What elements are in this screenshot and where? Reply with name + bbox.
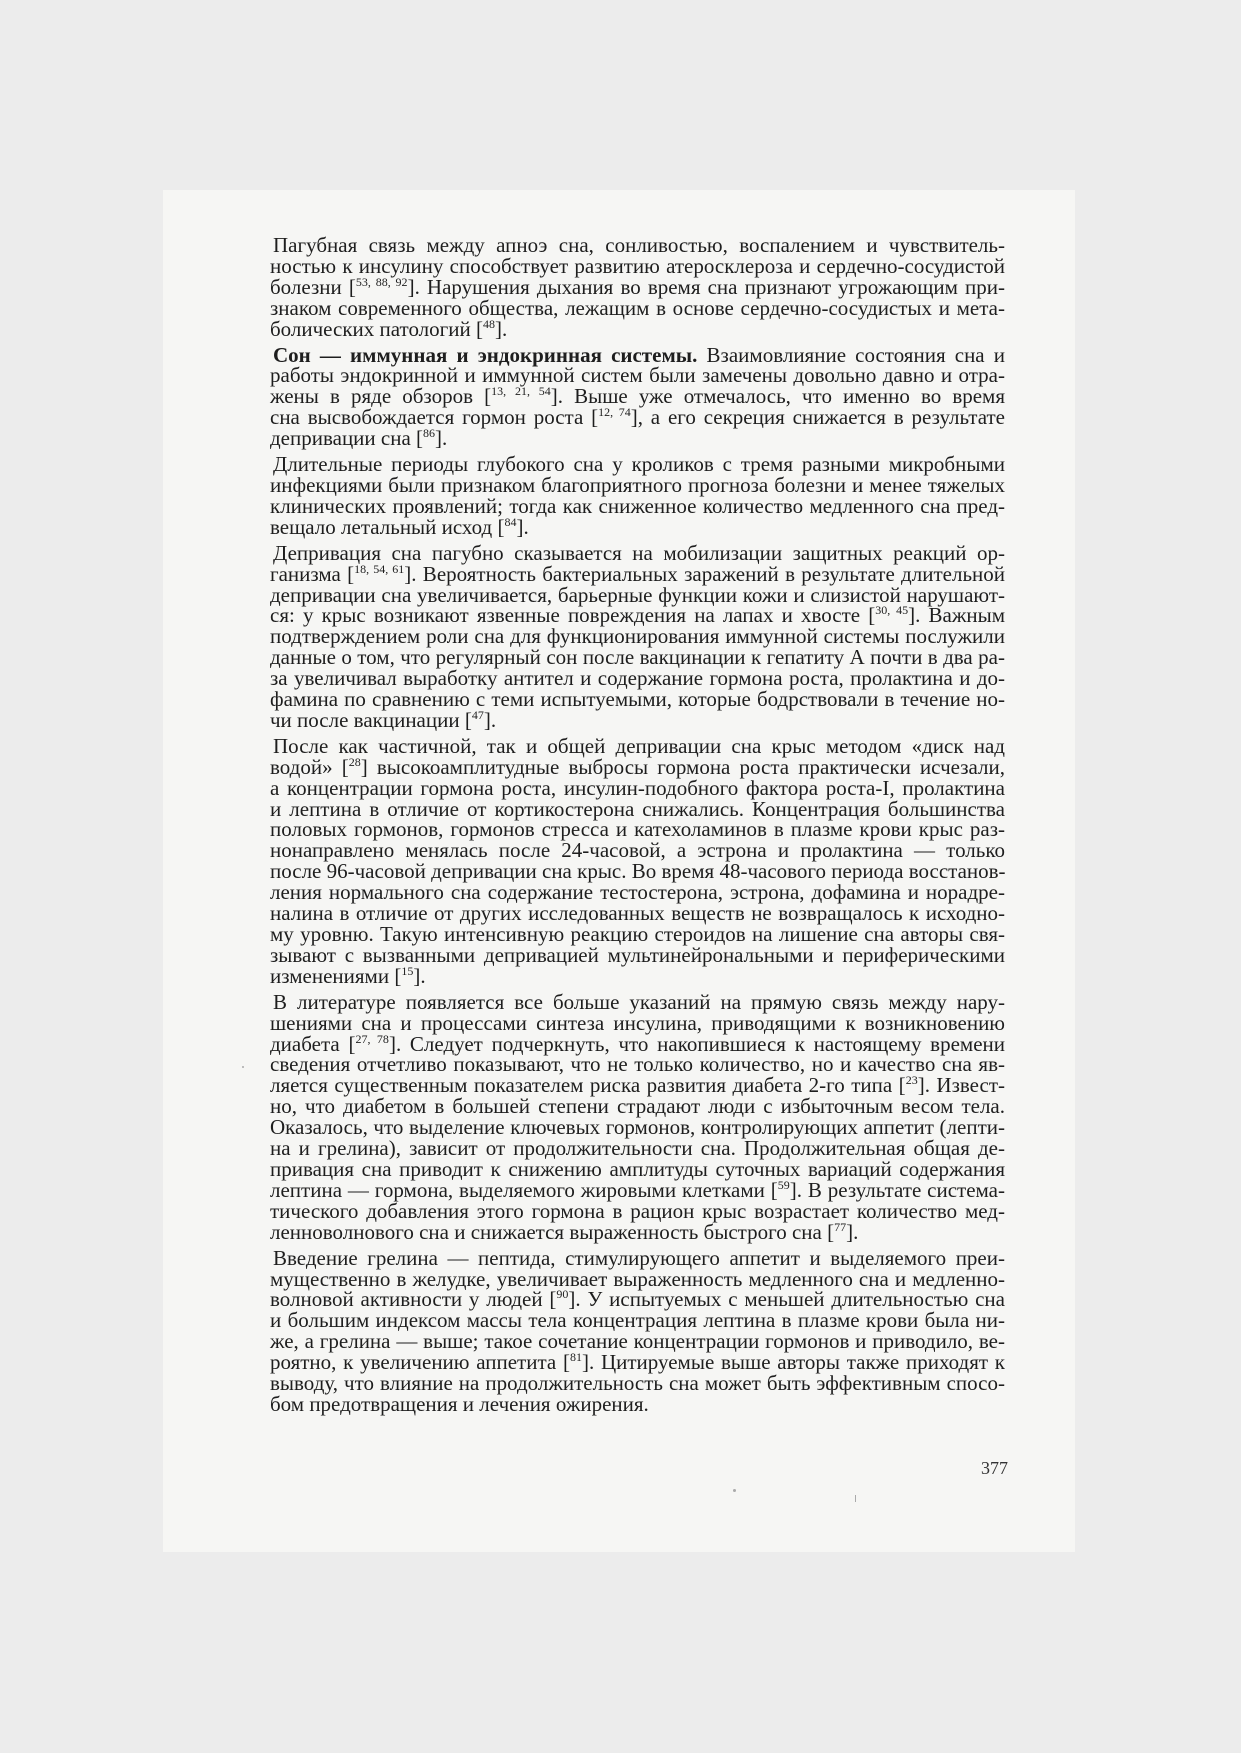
text-line: знаком современного общества, лежащим в основе сердечно-сосудистых и мета- bbox=[270, 295, 1005, 320]
text-line: нонаправлено менялась после 24-часовой, а эстрона и пролактина — только bbox=[270, 838, 1005, 863]
text-line: Длительные периоды глубокого сна у кроликов с тремя разными микробными bbox=[273, 452, 1005, 477]
text-line: ностью к инсулину способствует развитию атеросклероза и сердечно-сосудистой bbox=[270, 253, 1005, 278]
text-line: ленноволнового сна и снижается выраженность быстрого сна [$^{77}$]. bbox=[270, 1219, 859, 1244]
text-line: и лептина в отличие от кортикостерона снижались. Концентрация большинства bbox=[270, 796, 1005, 821]
text-line: Депривация сна пагубно сказывается на мобилизации защитных реакций ор- bbox=[273, 540, 1005, 565]
text-line: роятно, к увеличению аппетита [$^{81}$]. Цитируемые выше авторы также приходят к bbox=[270, 1350, 1005, 1375]
page-number: 377 bbox=[981, 1458, 1008, 1478]
text-line: водой» [$^{28}$] высокоамплитудные выбросы гормона роста практически исчезали, bbox=[270, 754, 1005, 779]
text-line: чи после вакцинации [$^{47}$]. bbox=[270, 707, 497, 732]
section-lead: Сон — иммунная и эндокринная системы. bbox=[273, 342, 698, 367]
paragraph bbox=[270, 454, 1005, 538]
text-line: ления нормального сна содержание тестостерона, эстрона, дофамина и норадре- bbox=[270, 880, 1005, 905]
paragraph bbox=[270, 733, 1006, 988]
text-line: болических патологий [$^{48}$]. bbox=[270, 316, 508, 341]
text-line: болезни [$^{53, 88, 92}$]. Нарушения дыхания во время сна признают угрожающим при- bbox=[270, 274, 1006, 299]
text-line: же, а грелина — выше; такое сочетание концентрации гормонов и приводило, ве- bbox=[270, 1329, 1005, 1354]
text-line: привация сна приводит к снижению амплитуды суточных вариаций содержания bbox=[270, 1156, 1005, 1181]
text-line: половых гормонов, гормонов стресса и катехоламинов в плазме крови крыс раз- bbox=[270, 817, 1005, 842]
scan-speck bbox=[733, 1489, 736, 1492]
paragraph bbox=[270, 235, 1005, 340]
text-line: изменениями [$^{15}$]. bbox=[270, 963, 426, 988]
text-line: данные о том, что регулярный сон после вакцинации к гепатиту А почти в два ра- bbox=[270, 645, 1005, 670]
text-line: вещало летальный исход [$^{84}$]. bbox=[270, 514, 529, 539]
text-line: волновой активности у людей [$^{90}$]. У испытуемых с меньшей длительностью сна bbox=[270, 1287, 1005, 1312]
text-line: а концентрации гормона роста, инсулин-подобного фактора роста-I, пролактина bbox=[270, 775, 1005, 800]
text-line: После как частичной, так и общей депривации сна крыс методом «диск над bbox=[273, 733, 1005, 758]
text-line: му уровню. Такую интенсивную реакцию стероидов на лишение сна авторы свя- bbox=[270, 922, 1005, 946]
text-line: подтверждением роли сна для функционирования иммунной системы послужили bbox=[270, 624, 1005, 649]
text-line: диабета [$^{27, 78}$]. Следует подчеркнуть, что накопившиеся к настоящему времени bbox=[270, 1031, 1005, 1056]
paragraph bbox=[270, 1245, 1005, 1416]
text-line: после 96-часовой депривации сна крыс. Во время 48-часового периода восстанов- bbox=[270, 859, 1006, 884]
text-line: на и грелина), зависит от продолжительности сна. Продолжительная общая де- bbox=[270, 1136, 1005, 1161]
text-line: выводу, что влияние на продолжительность сна может быть эффективным спосо- bbox=[270, 1371, 1005, 1396]
text-line: сведения отчетливо показывают, что не только количество, но и качество сна яв- bbox=[270, 1052, 1005, 1077]
text-line: работы эндокринной и иммунной систем были замечены довольно давно и отра- bbox=[270, 363, 1005, 388]
text-line: тического добавления этого гормона в рацион крыс возрастает количество мед- bbox=[270, 1198, 1005, 1223]
text-line: налина в отличие от других исследованных веществ не возвращалось к исходно- bbox=[270, 901, 1005, 926]
text-line: Сон — иммунная и эндокринная системы. Взаимовлияние состояния сна и bbox=[273, 342, 1006, 367]
text-line: фамина по сравнению с теми испытуемыми, которые бодрствовали в течение но- bbox=[270, 687, 1005, 712]
text-line: клинических проявлений; тогда как сниженное количество медленного сна пред- bbox=[270, 493, 1005, 518]
text-line: жены в ряде обзоров [$^{13, 21, 54}$]. Выше уже отмечалось, что именно во время bbox=[270, 384, 1006, 409]
text-line: зывают с вызванными депривацией мультинейрональными и периферическими bbox=[270, 942, 1005, 967]
text-line: и большим индексом массы тела концентрация лептина в плазме крови была ни- bbox=[270, 1308, 1005, 1333]
text-line: бом предотвращения и лечения ожирения. bbox=[270, 1391, 649, 1416]
text-line: ганизма [$^{18, 54, 61}$]. Вероятность бактериальных заражений в результате длительной bbox=[270, 561, 1005, 586]
body-text bbox=[270, 235, 1005, 1420]
scan-speck bbox=[242, 1066, 244, 1068]
text-line: В литературе появляется все больше указаний на прямую связь между нару- bbox=[273, 989, 1005, 1014]
text-line: Пагубная связь между апноэ сна, сонливостью, воспалением и чувствитель- bbox=[273, 233, 1005, 257]
text-line: ляется существенным показателем риска развития диабета 2-го типа [$^{23}$]. Извест- bbox=[270, 1073, 1005, 1098]
text-line: депривации сна увеличивается, барьерные функции кожи и слизистой нарушают- bbox=[270, 582, 1005, 607]
text-line: шениями сна и процессами синтеза инсулина, приводящими к возникновению bbox=[270, 1010, 1005, 1035]
paragraph bbox=[270, 342, 1006, 451]
text-line: мущественно в желудке, увеличивает выраженность медленного сна и медленно- bbox=[270, 1266, 1005, 1291]
scan-speck bbox=[855, 1495, 856, 1502]
text-line: за увеличивал выработку антител и содержание гормона роста, пролактина и до- bbox=[270, 666, 1005, 691]
text-line: ся: у крыс возникают язвенные повреждения на лапах и хвосте [$^{30, 45}$]. Важным bbox=[270, 603, 1006, 628]
text-line: сна высвобождается гормон роста [$^{12, 74}$], а его секреция снижается в результате bbox=[270, 405, 1005, 430]
text-line: депривации сна [$^{86}$]. bbox=[270, 426, 448, 451]
text-line: Введение грелина — пептида, стимулирующего аппетит и выделяемого преи- bbox=[273, 1245, 1005, 1270]
text-line: инфекциями были признаком благоприятного прогноза болезни и менее тяжелых bbox=[270, 472, 1005, 497]
paragraph bbox=[270, 989, 1005, 1244]
text-line: но, что диабетом в большей степени страдают люди с избыточным весом тела. bbox=[270, 1094, 1005, 1119]
paragraph bbox=[270, 540, 1006, 732]
text-line: Оказалось, что выделение ключевых гормонов, контролирующих аппетит (лепти- bbox=[270, 1115, 1005, 1140]
text-line: лептина — гормона, выделяемого жировыми клетками [$^{59}$]. В результате система- bbox=[270, 1177, 1005, 1202]
